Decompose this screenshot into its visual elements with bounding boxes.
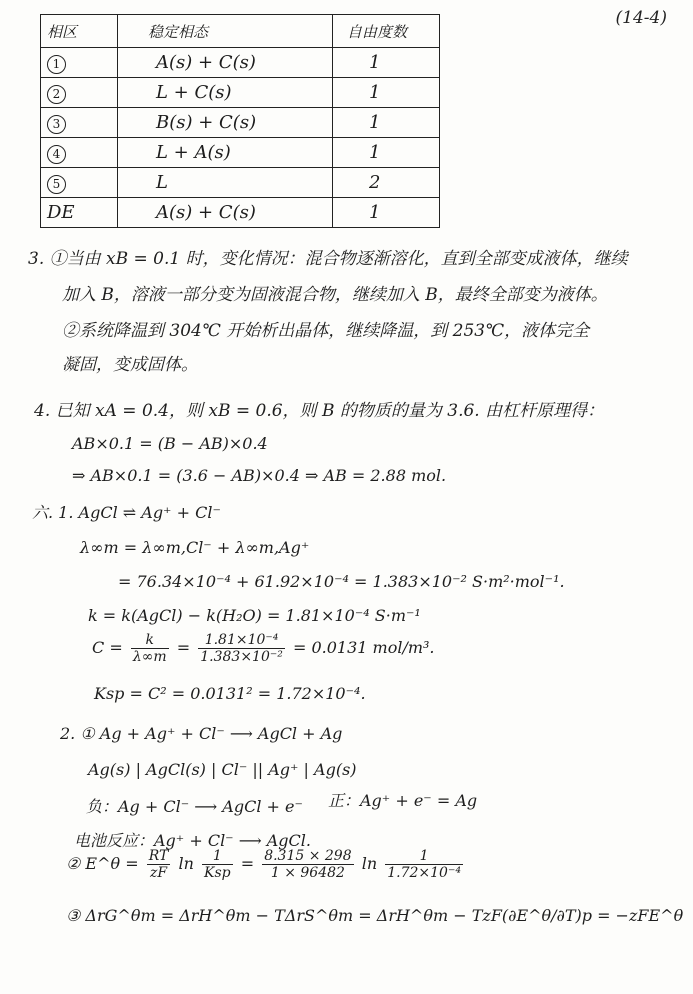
phase-cell: L xyxy=(118,168,333,198)
dof-cell: 1 xyxy=(333,138,440,168)
denominator: 1 × 96482 xyxy=(270,865,345,881)
s2-line-6: ③ ΔrG^θm = ΔrH^θm − TΔrS^θm = ΔrH^θm − TzF(∂E^θ/∂T)p = −zFE^θ xyxy=(66,906,684,925)
phase-cell: L + C(s) xyxy=(118,78,333,108)
c-lhs: C = xyxy=(92,638,123,657)
phase-cell: A(s) + C(s) xyxy=(118,48,333,78)
s3-line-1: 3. ①当由 xB = 0.1 时，变化情况：混合物逐渐溶化，直到全部变成液体，继续 xyxy=(28,249,628,269)
s2-line-1: 2. ① Ag + Ag⁺ + Cl⁻ ⟶ AgCl + Ag xyxy=(60,724,343,743)
page-number: (14-4) xyxy=(615,8,667,28)
zone-number: 4 xyxy=(47,145,66,164)
phase-table xyxy=(40,14,440,228)
zone-number: 5 xyxy=(47,175,66,194)
zone-number: 1 xyxy=(47,55,66,74)
denominator: 1.72×10⁻⁴ xyxy=(387,865,461,881)
ln-symbol: ln xyxy=(178,854,194,873)
numerator: 1.81×10⁻⁴ xyxy=(198,632,285,649)
zone-cell xyxy=(41,48,118,78)
fraction xyxy=(202,848,233,881)
s2-line-2: Ag(s) | AgCl(s) | Cl⁻ || Ag⁺ | Ag(s) xyxy=(88,760,357,779)
zone-cell xyxy=(41,168,118,198)
zone-cell xyxy=(41,138,118,168)
table-row xyxy=(41,168,440,198)
numerator: k xyxy=(131,632,169,649)
zone-number: 2 xyxy=(47,85,66,104)
s6-line-3: = 76.34×10⁻⁴ + 61.92×10⁻⁴ = 1.383×10⁻² S·m²·mol⁻¹. xyxy=(118,572,565,591)
denominator: Ksp xyxy=(203,865,231,881)
dof-cell: 1 xyxy=(333,108,440,138)
numerator: 8.315 × 298 xyxy=(264,848,352,864)
dof-cell: 1 xyxy=(333,48,440,78)
dof-cell: 2 xyxy=(333,168,440,198)
c-rhs: = 0.0131 mol/m³. xyxy=(292,638,435,657)
phase-cell: B(s) + C(s) xyxy=(118,108,333,138)
s4-line-2: AB×0.1 = (B − AB)×0.4 xyxy=(72,434,268,453)
denominator: zF xyxy=(150,865,168,881)
zone-number: 3 xyxy=(47,115,66,134)
table-row xyxy=(41,198,440,228)
header-dof: 自由度数 xyxy=(333,15,440,48)
s2-line-3b: 正：Ag⁺ + e⁻ = Ag xyxy=(328,791,478,810)
equals-sign: = xyxy=(240,854,255,873)
phase-cell: L + A(s) xyxy=(118,138,333,168)
fraction xyxy=(385,848,463,881)
zone-cell xyxy=(41,108,118,138)
table-row xyxy=(41,108,440,138)
header-zone: 相区 xyxy=(41,15,118,48)
table-row xyxy=(41,78,440,108)
s3-line-4: 凝固，变成固体。 xyxy=(62,355,198,375)
table-header-row xyxy=(41,15,440,48)
fraction xyxy=(131,632,169,665)
s4-line-1: 4. 已知 xA = 0.4，则 xB = 0.6，则 B 的物质的量为 3.6. 由杠杆原理得： xyxy=(34,401,605,421)
s2-line-3a: 负：Ag + Cl⁻ ⟶ AgCl + e⁻ xyxy=(86,797,303,816)
ln-symbol: ln xyxy=(361,854,378,873)
table-row xyxy=(41,48,440,78)
table-row xyxy=(41,138,440,168)
numerator: RT xyxy=(148,848,169,864)
s6-line-2: λ∞m = λ∞m,Cl⁻ + λ∞m,Ag⁺ xyxy=(80,538,310,557)
dof-cell: 1 xyxy=(333,78,440,108)
equals-sign: = xyxy=(176,638,191,657)
s6-line-6: Ksp = C² = 0.0131² = 1.72×10⁻⁴. xyxy=(94,684,366,703)
s2-line-4: 电池反应：Ag⁺ + Cl⁻ ⟶ AgCl. xyxy=(74,831,311,850)
phase-cell: A(s) + C(s) xyxy=(118,198,333,228)
fraction xyxy=(198,632,285,665)
fraction xyxy=(147,848,171,881)
header-phase: 稳定相态 xyxy=(118,15,333,48)
s6-line-1: 六. 1. AgCl ⇌ Ag⁺ + Cl⁻ xyxy=(32,503,221,522)
s3-line-3: ②系统降温到 304℃ 开始析出晶体，继续降温，到 253℃，液体完全 xyxy=(62,321,590,341)
s3-line-2: 加入 B，溶液一部分变为固液混合物，继续加入 B，最终全部变为液体。 xyxy=(62,285,608,305)
denominator: 1.383×10⁻² xyxy=(200,649,283,665)
numerator: 1 xyxy=(385,848,463,865)
denominator: λ∞m xyxy=(132,649,167,665)
zone-cell: DE xyxy=(41,198,118,228)
s4-line-3: ⇒ AB×0.1 = (3.6 − AB)×0.4 ⇒ AB = 2.88 mol. xyxy=(72,466,447,485)
s6-line-4: k = k(AgCl) − k(H₂O) = 1.81×10⁻⁴ S·m⁻¹ xyxy=(88,606,421,625)
numerator: 1 xyxy=(202,848,233,865)
fraction xyxy=(262,848,353,881)
dof-cell: 1 xyxy=(333,198,440,228)
emf-equation xyxy=(66,848,466,881)
e-lhs: ② E^θ = xyxy=(66,854,139,873)
zone-cell xyxy=(41,78,118,108)
concentration-equation xyxy=(92,632,435,665)
